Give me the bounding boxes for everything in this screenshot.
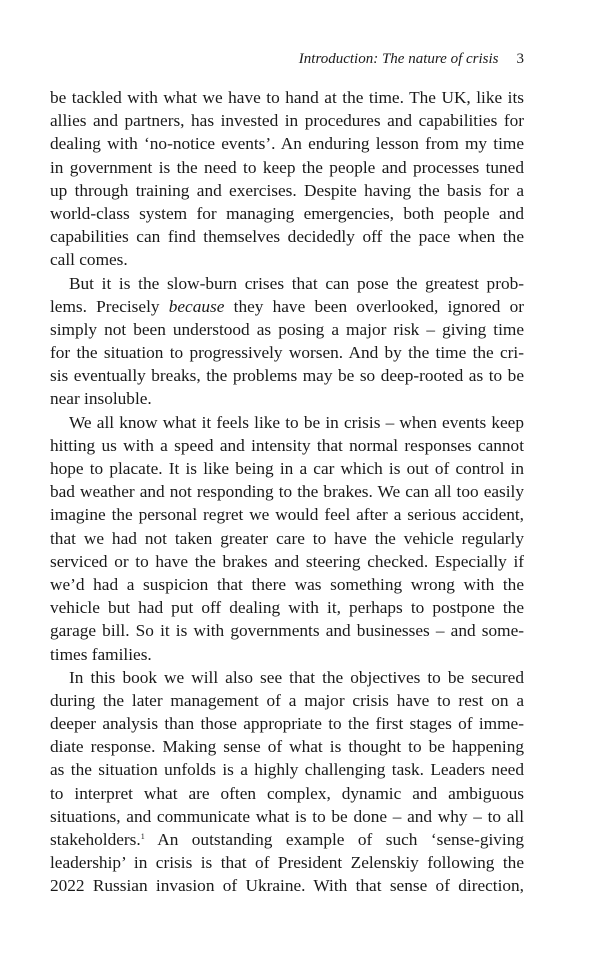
text-line: near insoluble. <box>50 389 152 409</box>
text-line: 2022 Russian invasion of Ukraine. With that sense of direction, <box>50 876 524 896</box>
text-line: vehicle but had put off dealing with it, perhaps to postpone the <box>50 598 524 618</box>
text-line: In this book we will also see that the objectives to be secured <box>69 667 524 687</box>
book-page <box>50 0 524 963</box>
text-line: imagine the personal regret we would feel after a serious accident, <box>50 505 524 525</box>
paragraph-3 <box>50 411 524 666</box>
text-line: that we had not taken greater care to have the vehicle regularly <box>50 528 524 548</box>
text-line <box>50 295 524 318</box>
text-line <box>50 828 524 851</box>
running-head <box>50 50 524 68</box>
text-line: But it is the slow-burn crises that can pose the greatest prob- <box>69 273 524 293</box>
text-line: allies and partners, has invested in procedures and capabilities for <box>50 111 524 131</box>
text-line: to interpret what are often complex, dynamic and ambiguous <box>50 783 524 803</box>
text-run: An outstanding example of such ‘sense-giving <box>144 830 524 849</box>
text-line: diate response. Making sense of what is thought to be happening <box>50 737 524 757</box>
text-line: bad weather and not responding to the brakes. We can all too easily <box>50 482 524 502</box>
text-line: situations, and communicate what is to be done – and why – to all <box>50 806 524 826</box>
text-line: world-class system for managing emergencies, both people and <box>50 203 524 223</box>
text-line: times families. <box>50 644 152 664</box>
text-line: sis eventually breaks, the problems may be so deep-rooted as to be <box>50 366 524 386</box>
text-run: they have been overlooked, ignored or <box>224 296 524 316</box>
page-number: 3 <box>516 51 524 67</box>
text-run: lems. Precisely <box>50 296 169 316</box>
text-line: We all know what it feels like to be in crisis – when events keep <box>69 412 524 432</box>
text-line: we’d had a suspicion that there was something wrong with the <box>50 574 524 594</box>
text-line: as the situation unfolds is a highly challenging task. Leaders need <box>50 760 524 780</box>
footnote-marker[interactable]: 1 <box>140 832 145 841</box>
text-line: garage bill. So it is with governments and businesses – and some- <box>50 621 524 641</box>
paragraph-1 <box>50 86 524 272</box>
text-line: for the situation to progressively worsen. And by the time the cri- <box>50 343 524 363</box>
text-run: stakeholders. <box>50 830 141 849</box>
running-head-title: Introduction: The nature of crisis <box>298 51 499 67</box>
paragraph-2 <box>50 272 524 411</box>
text-line: call comes. <box>50 250 128 270</box>
text-line: be tackled with what we have to hand at the time. The UK, like its <box>50 88 524 107</box>
text-line: up through training and exercises. Despite having the basis for a <box>50 180 524 200</box>
text-line: in government is the need to keep the people and processes tuned <box>50 157 524 177</box>
text-line: simply not been understood as posing a major risk – giving time <box>50 319 524 339</box>
text-line: during the later management of a major crisis have to rest on a <box>50 690 524 710</box>
text-line: hitting us with a speed and intensity that normal responses cannot <box>50 435 524 455</box>
text-line: dealing with ‘no-notice events’. An enduring lesson from my time <box>50 134 524 154</box>
emphasis-because: because <box>168 296 225 316</box>
text-line: serviced or to have the brakes and steering checked. Especially if <box>50 551 524 571</box>
text-line: capabilities can find themselves decidedly off the pace when the <box>50 227 524 247</box>
paragraph-4 <box>50 666 524 898</box>
text-line: deeper analysis than those appropriate to the first stages of imme- <box>50 714 524 734</box>
text-line: hope to placate. It is like being in a car which is out of control in <box>50 459 524 478</box>
body-text <box>50 86 524 898</box>
text-line: leadership’ in crisis is that of President Zelenskiy following the <box>50 853 524 873</box>
